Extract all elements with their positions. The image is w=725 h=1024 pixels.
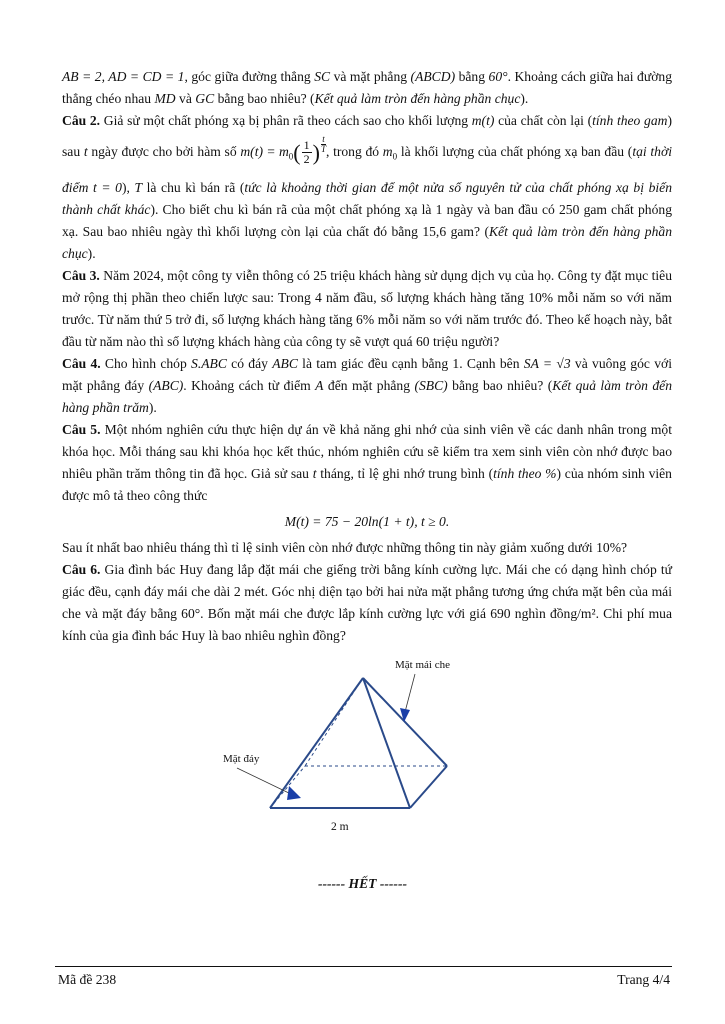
question-5 [62,419,672,507]
formula-lhs: m(t) = m [240,144,289,159]
q2-text: ), [121,179,135,195]
q2-mt: m(t) [471,113,495,128]
exp-numerator: t [322,134,325,144]
q2-t0: t = 0 [93,179,122,195]
intro-abcd: (ABCD) [410,69,456,84]
intro-text: , góc giữa đường thẳng [184,69,315,84]
q2-text: ). Cho biết chu kì bán rã của một chất phóng xạ là 1 ngày và ban đầu có 250 gam chất phóng xạ. Sau bao nhiêu ngày thì khối lượng còn lại của chất đó bằng 15,6 gam? ( [62,201,672,239]
question-label: Câu 6. [62,561,101,577]
q6-text: Gia đình bác Huy đang lắp đặt mái che giếng trời bằng kính cường lực. Mái che có dạng hình chóp tứ giác đều, cạnh đáy mái che dài 2 mét. Góc nhị diện tạo bởi hai nửa mặt phẳng tương ứng chứa mặt bên của mái che và mặt đáy bằng 60°. Bốn mặt mái che được lắp kính cường lực với giá 690 nghìn đồng/m². Chi phí mua kính của gia đình bác Huy là bao nhiêu nghìn đồng? [62,561,672,643]
question-label: Câu 5. [62,421,101,437]
page-content [62,66,672,647]
pyramid-figure [205,650,505,840]
q4-note: Kết quả làm tròn đến hàng phần trăm [62,377,672,415]
q4-text: . Khoảng cách từ điểm [183,377,316,393]
intro-text: ). [520,91,529,106]
half-denominator: 2 [303,152,310,167]
q2-formula [240,132,326,177]
roof-pointer [400,674,415,722]
q4-abc: ABC [272,355,298,371]
question-6 [62,559,672,647]
question-label: Câu 3. [62,267,100,283]
q4-a: A [315,377,324,393]
q5-note: tính theo % [493,465,557,481]
base-label: Mặt đáy [223,753,260,765]
roof-label: Mặt mái che [395,659,450,671]
q5-question: Sau ít nhất bao nhiêu tháng thì tỉ lệ sinh viên còn nhớ được những thông tin này giảm xuống dưới 10%? [62,539,628,555]
formula-paren-close: ) [312,139,320,165]
q5-t: t [312,465,317,481]
intro-text: và mặt phẳng [330,69,411,84]
q4-text: là tam giác đều cạnh bằng 1. Cạnh bên [297,355,524,371]
q2-note: tức là khoảng thời gian để một nửa số nguyên tử của chất phóng xạ bị biến thành chất khác [62,179,672,217]
intro-angle: 60° [488,69,508,84]
q5-text: tháng, tỉ lệ ghi nhớ trung bình ( [316,465,494,481]
q2-m0: m [382,144,393,159]
q2-note: tại thời điểm [62,144,672,195]
q2-note: Kết quả làm tròn đến hàng phần chục [62,223,672,261]
q2-note: tính theo gam [592,113,668,128]
question-2 [62,110,672,265]
formula-paren-open: ( [293,139,301,165]
q2-text: của chất còn lại ( [494,113,593,128]
question-label: Câu 4. [62,355,101,371]
intro-sc: SC [314,69,331,84]
page-number: Trang 4/4 [617,972,670,987]
intro-text: bằng bao nhiêu? ( [214,91,315,106]
q2-text: , trong đó [325,144,383,159]
formula-exponent [321,135,326,154]
q2-text: Giả sử một chất phóng xạ bị phân rã theo cách sao cho khối lượng [100,113,472,128]
q3-text: Năm 2024, một công ty viễn thông có 25 triệu khách hàng sử dụng dịch vụ của họ. Công ty đặt mục tiêu mở rộng thị phần theo chiến lược sau: Trong 4 năm đầu, số lượng khách hàng tăng 10% mỗi năm so với năm trước. Từ năm thứ 5 trở đi, số lượng khách hàng tăng 6% mỗi năm so với năm trước đó. Theo kế hoạch này, bắt đầu từ năm nào thì số lượng khách hàng của công ty sẽ vượt quá 60 triệu người? [62,267,672,349]
intro-math: AB = 2, AD = CD = 1 [62,69,185,84]
intro-note: Kết quả làm tròn đến hàng phần chục [314,91,521,106]
q4-text: và vuông góc với mặt phẳng đáy [62,355,672,393]
intro-text: . Khoảng cách giữa hai đường thẳng chéo nhau [62,69,673,106]
question-label: Câu 2. [62,113,101,128]
formula-sub: 0 [288,151,294,162]
pyramid-lines [270,678,447,808]
base-pointer [237,768,301,800]
q2-text: ) sau [62,113,672,159]
q4-text: bằng bao nhiêu? ( [447,377,553,393]
q4-sa: SA = √3 [523,355,571,371]
exp-denominator: T [320,144,326,154]
end-marker: ------ HẾT ------ [317,876,408,891]
q2-text: là khối lượng của chất phóng xạ ban đầu ( [397,144,633,159]
intro-text: và [175,91,196,106]
intro-gc: GC [195,91,215,106]
half-numerator: 1 [303,138,310,153]
q4-abc-plane: (ABC) [148,377,184,393]
q2-text: ). [87,245,96,261]
q4-text: Cho hình chóp [100,355,192,371]
q5-formula: M(t) = 75 − 20ln(1 + t), t ≥ 0. [284,513,450,529]
q5-text: ) của nhóm sinh viên được mô tả theo công thức [62,465,672,503]
q4-text: có đáy [226,355,273,371]
q2-m0-sub: 0 [392,151,398,162]
q4-sbc: (SBC) [414,377,448,393]
intro-md: MD [154,91,176,106]
edge-label: 2 m [331,821,349,833]
q2-text: là chu kì bán rã ( [142,179,245,195]
intro-paragraph [62,66,672,110]
intro-text: bằng [455,69,489,84]
question-4 [62,353,672,419]
formula-half [302,139,312,166]
footer-divider [55,966,672,967]
q2-T: T [134,179,143,195]
exam-code: Mã đề 238 [58,972,117,987]
question-3 [62,265,672,353]
q2-t: t [83,144,88,159]
q5-text: Một nhóm nghiên cứu thực hiện dự án về khả năng ghi nhớ của sinh viên về các danh nhân trong một khóa học. Mỗi tháng sau khi khóa học kết thúc, nhóm nghiên cứu sẽ kiểm tra xem sinh viên còn nhớ được bao nhiêu phần trăm thông tin đã học. Giả sử sau [62,421,672,481]
q4-sabc: S.ABC [191,355,227,371]
q4-text: ). [148,399,157,415]
q4-text: đến mặt phẳng [323,377,415,393]
q2-text: ngày được cho bởi hàm số [87,144,241,159]
